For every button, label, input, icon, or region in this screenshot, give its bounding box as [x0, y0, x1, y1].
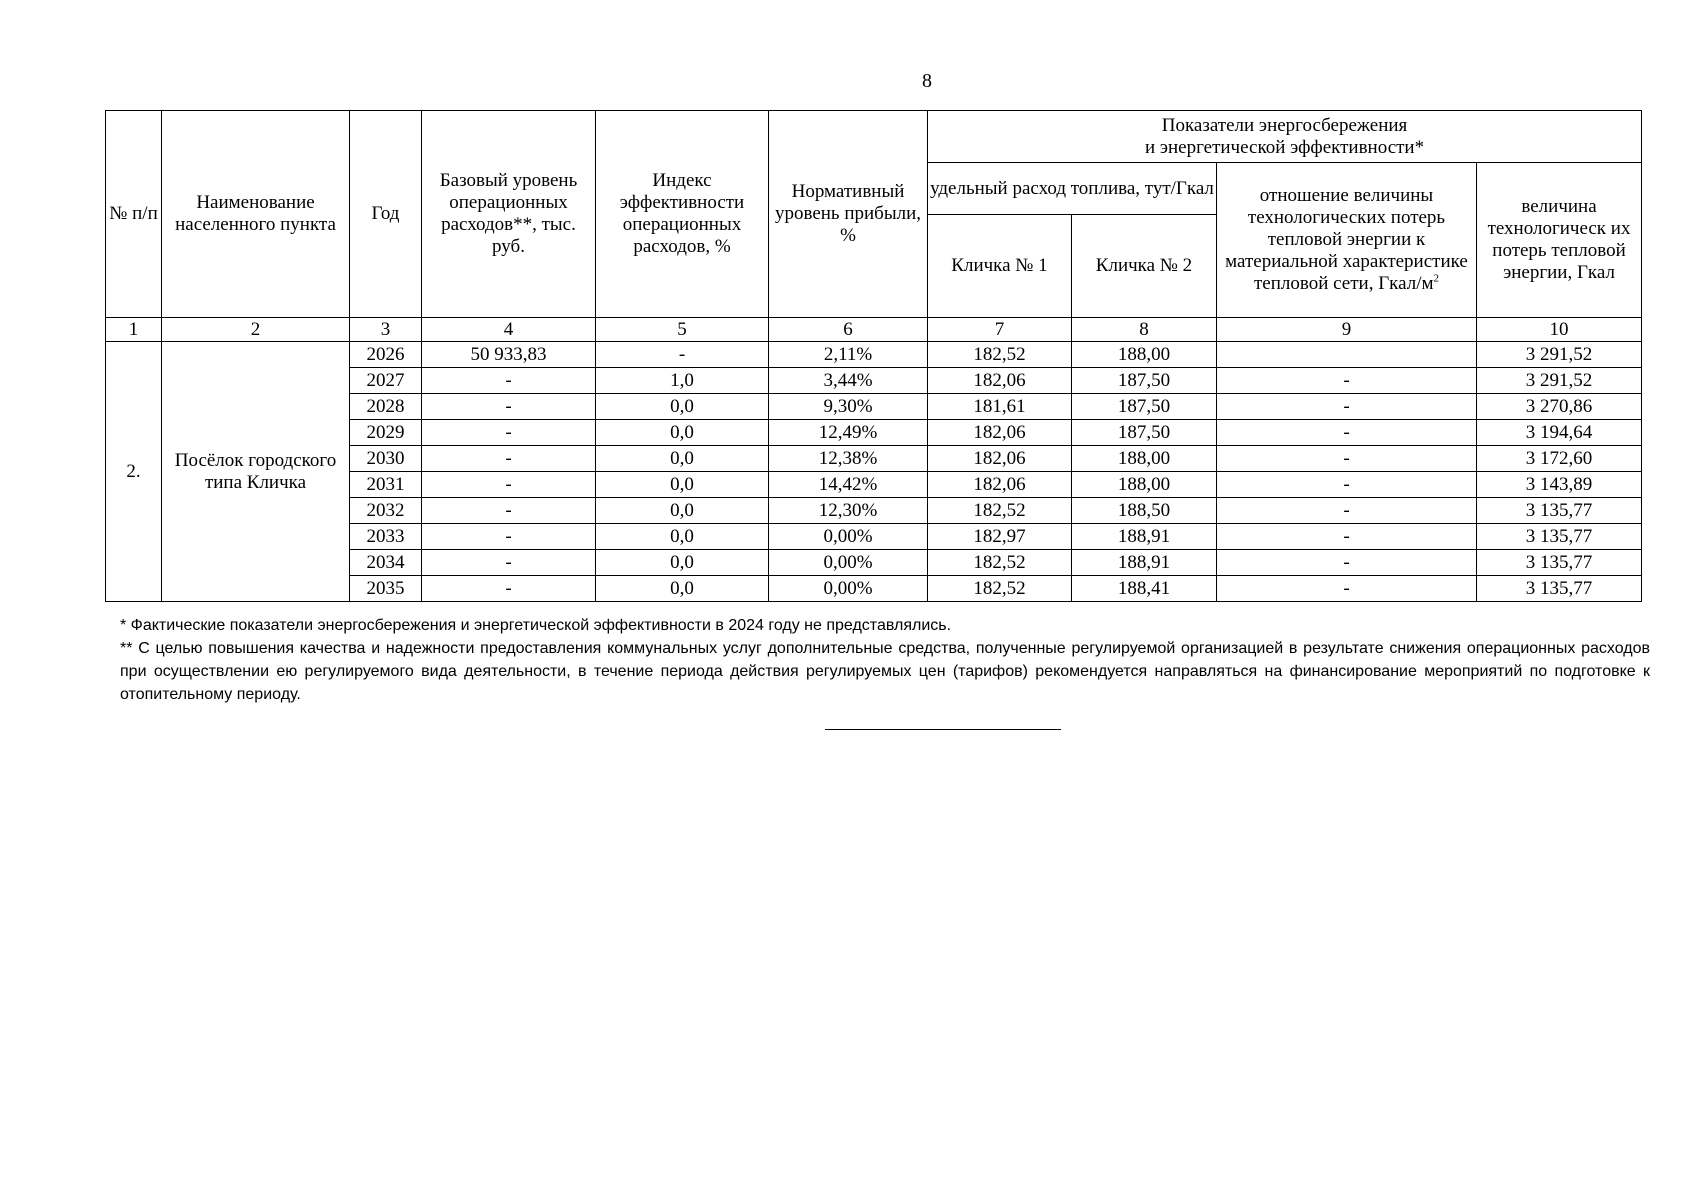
cell-profit: 3,44%	[769, 368, 928, 394]
cell-profit: 9,30%	[769, 394, 928, 420]
tariff-table	[105, 110, 1642, 602]
cell-heat-losses: 3 270,86	[1477, 394, 1642, 420]
cell-fuel-2: 187,50	[1072, 368, 1217, 394]
cell-year: 2029	[350, 420, 422, 446]
column-number-row	[106, 318, 1642, 342]
cell-efficiency-index: 0,0	[596, 394, 769, 420]
header-year: Год	[350, 111, 422, 318]
cell-loss-ratio: -	[1217, 472, 1477, 498]
cell-year: 2030	[350, 446, 422, 472]
cell-loss-ratio: -	[1217, 420, 1477, 446]
cell-efficiency-index: 0,0	[596, 472, 769, 498]
cell-fuel-2: 188,00	[1072, 446, 1217, 472]
cell-profit: 2,11%	[769, 342, 928, 368]
cell-heat-losses: 3 135,77	[1477, 576, 1642, 602]
cell-efficiency-index: 0,0	[596, 420, 769, 446]
cell-fuel-2: 188,50	[1072, 498, 1217, 524]
cell-heat-losses: 3 291,52	[1477, 368, 1642, 394]
cell-loss-ratio: -	[1217, 550, 1477, 576]
header-heat-losses: величина технологическ их потерь тепловой энергии, Гкал	[1477, 163, 1642, 318]
cell-base-costs: -	[422, 446, 596, 472]
settlement-name: Посёлок городского типа Кличка	[162, 342, 350, 602]
cell-heat-losses: 3 172,60	[1477, 446, 1642, 472]
header-klichka-2: Кличка № 2	[1072, 215, 1217, 318]
cell-base-costs: -	[422, 472, 596, 498]
row-group-number: 2.	[106, 342, 162, 602]
cell-profit: 0,00%	[769, 576, 928, 602]
header-loss-ratio-text: отношение величины технологических потерь тепловой энергии к материальной характеристике тепловой сети, Гкал/м	[1225, 185, 1468, 294]
cell-heat-losses: 3 135,77	[1477, 550, 1642, 576]
cell-year: 2033	[350, 524, 422, 550]
column-number: 9	[1217, 318, 1477, 342]
cell-efficiency-index: 0,0	[596, 576, 769, 602]
column-number: 3	[350, 318, 422, 342]
cell-profit: 12,30%	[769, 498, 928, 524]
header-profit: Нормативный уровень прибыли, %	[769, 111, 928, 318]
cell-loss-ratio: -	[1217, 446, 1477, 472]
cell-profit: 14,42%	[769, 472, 928, 498]
cell-heat-losses: 3 135,77	[1477, 524, 1642, 550]
cell-base-costs: -	[422, 498, 596, 524]
separator-line	[825, 729, 1061, 730]
cell-loss-ratio	[1217, 342, 1477, 368]
cell-fuel-1: 182,52	[928, 550, 1072, 576]
cell-fuel-2: 188,91	[1072, 524, 1217, 550]
cell-profit: 12,38%	[769, 446, 928, 472]
cell-base-costs: -	[422, 420, 596, 446]
cell-loss-ratio: -	[1217, 576, 1477, 602]
cell-fuel-1: 182,52	[928, 576, 1072, 602]
header-name: Наименование населенного пункта	[162, 111, 350, 318]
cell-fuel-2: 188,91	[1072, 550, 1217, 576]
cell-loss-ratio: -	[1217, 498, 1477, 524]
cell-year: 2035	[350, 576, 422, 602]
cell-profit: 12,49%	[769, 420, 928, 446]
header-base-costs: Базовый уровень операционных расходов**, тыс. руб.	[422, 111, 596, 318]
cell-heat-losses: 3 194,64	[1477, 420, 1642, 446]
header-energy-group	[928, 111, 1642, 163]
cell-efficiency-index: 0,0	[596, 446, 769, 472]
cell-profit: 0,00%	[769, 524, 928, 550]
column-number: 2	[162, 318, 350, 342]
header-energy-group-line2: и энергетической эффективности*	[1144, 136, 1425, 158]
cell-heat-losses: 3 143,89	[1477, 472, 1642, 498]
cell-base-costs: -	[422, 524, 596, 550]
cell-year: 2026	[350, 342, 422, 368]
cell-fuel-1: 182,06	[928, 446, 1072, 472]
cell-efficiency-index: 0,0	[596, 498, 769, 524]
header-loss-ratio-sup: 2	[1433, 272, 1440, 285]
header-klichka-1: Кличка № 1	[928, 215, 1072, 318]
cell-loss-ratio: -	[1217, 394, 1477, 420]
cell-base-costs: -	[422, 550, 596, 576]
cell-loss-ratio: -	[1217, 524, 1477, 550]
cell-base-costs: -	[422, 394, 596, 420]
cell-year: 2034	[350, 550, 422, 576]
footnote-1: * Фактические показатели энергосбережения и энергетической эффективности в 2024 году не представлялись.	[120, 617, 952, 634]
cell-efficiency-index: -	[596, 342, 769, 368]
cell-fuel-2: 188,00	[1072, 472, 1217, 498]
cell-base-costs: 50 933,83	[422, 342, 596, 368]
header-fuel-consumption: удельный расход топлива, тут/Гкал	[928, 163, 1217, 215]
cell-fuel-1: 182,06	[928, 472, 1072, 498]
cell-fuel-1: 182,97	[928, 524, 1072, 550]
cell-fuel-1: 182,52	[928, 498, 1072, 524]
cell-year: 2031	[350, 472, 422, 498]
cell-fuel-2: 188,00	[1072, 342, 1217, 368]
header-loss-ratio	[1217, 163, 1477, 318]
cell-profit: 0,00%	[769, 550, 928, 576]
footnotes	[120, 614, 1650, 706]
cell-base-costs: -	[422, 576, 596, 602]
column-number: 4	[422, 318, 596, 342]
cell-loss-ratio: -	[1217, 368, 1477, 394]
cell-fuel-2: 187,50	[1072, 420, 1217, 446]
cell-efficiency-index: 1,0	[596, 368, 769, 394]
column-number: 10	[1477, 318, 1642, 342]
cell-year: 2032	[350, 498, 422, 524]
cell-heat-losses: 3 291,52	[1477, 342, 1642, 368]
column-number: 8	[1072, 318, 1217, 342]
cell-efficiency-index: 0,0	[596, 524, 769, 550]
footnote-2: ** С целью повышения качества и надежности предоставления коммунальных услуг дополнительные средства, полученные регулируемой организацией в результате снижения операционных расходов при осуществлении ею регулируемого вида деятельности, в течение периода действия регулируемых цен (тарифов) рекомендуется направляться на финансирование мероприятий по подготовке к отопительному периоду.	[120, 640, 1650, 703]
column-number: 1	[106, 318, 162, 342]
cell-year: 2027	[350, 368, 422, 394]
cell-fuel-1: 182,06	[928, 420, 1072, 446]
cell-fuel-2: 188,41	[1072, 576, 1217, 602]
cell-fuel-2: 187,50	[1072, 394, 1217, 420]
cell-fuel-1: 182,06	[928, 368, 1072, 394]
cell-base-costs: -	[422, 368, 596, 394]
table-row	[106, 342, 1642, 368]
header-efficiency-index: Индекс эффективности операционных расходов, %	[596, 111, 769, 318]
column-number: 5	[596, 318, 769, 342]
cell-heat-losses: 3 135,77	[1477, 498, 1642, 524]
cell-year: 2028	[350, 394, 422, 420]
cell-fuel-1: 181,61	[928, 394, 1072, 420]
column-number: 7	[928, 318, 1072, 342]
column-number: 6	[769, 318, 928, 342]
header-energy-group-line1: Показатели энергосбережения	[1161, 114, 1408, 136]
cell-fuel-1: 182,52	[928, 342, 1072, 368]
header-num: № п/п	[106, 111, 162, 318]
cell-efficiency-index: 0,0	[596, 550, 769, 576]
